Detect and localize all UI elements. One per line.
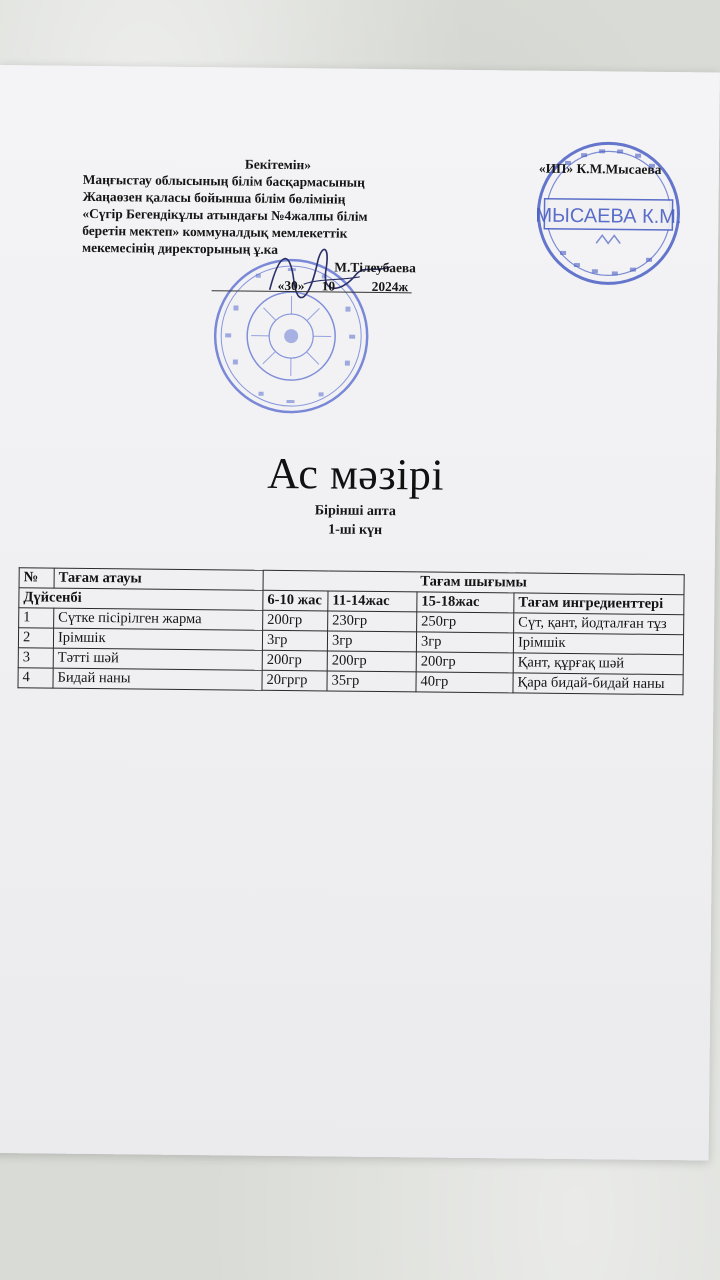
approval-line-1: Маңғыстау облысының білім басқармасының [82,171,365,190]
row-portion-15-18: 200гр [416,652,513,673]
row-number: 2 [18,628,53,648]
menu-table [17,567,684,695]
signer-row [82,256,432,277]
weekday-cell: Дүйсенбі [19,588,263,611]
date-year: 2024ж [371,278,409,295]
row-portion-6-10: 3гр [262,630,327,651]
header-output: Тағам шығымы [263,570,684,594]
approval-block [82,154,433,296]
row-dish: Тәтті шәй [53,648,262,670]
approval-line-2: Жаңаөзен қаласы бойынша білім бөлімінің [82,188,346,207]
ip-stamp-name: МЫСАЕВА К.М. [535,204,682,229]
age-col-6-10: 6-10 жас [263,590,328,611]
row-ingredients: Ірімшік [513,633,683,655]
row-number: 3 [18,648,53,668]
row-portion-15-18: 3гр [416,632,513,653]
day-label: 1-ші күн [328,522,383,539]
approval-date [82,275,432,296]
row-portion-6-10: 200гр [262,650,327,671]
date-month: 10 [321,278,336,294]
row-ingredients: Қант, құрғақ шәй [513,653,683,675]
approval-title: Бекітемін» [244,156,312,173]
row-ingredients: Сүт, қант, йодталған тұз [514,613,684,635]
approval-line-4: беретін мектеп» коммуналдық мемлекеттік [82,222,348,241]
row-portion-11-14: 200гр [327,651,416,672]
row-portion-15-18: 250гр [417,612,514,633]
age-col-15-18: 15-18жас [417,592,514,613]
document-title: Ас мәзірі [267,448,445,500]
row-number: 4 [18,668,53,688]
row-portion-6-10: 200гр [263,610,328,631]
row-dish: Ірімшік [53,628,262,650]
row-portion-15-18: 40гр [416,672,513,693]
row-portion-11-14: 35гр [327,671,416,692]
row-portion-6-10: 20гргр [262,670,327,691]
week-label: Бірінші апта [314,503,396,520]
approval-line-3: «Сүгір Бегендікұлы атындағы №4жалпы білім [82,205,368,224]
signer-name: М.Тілеубаева [334,259,416,276]
row-dish: Бидай наны [53,668,262,690]
header-number: № [19,568,54,588]
approval-line-5: мекемесінің директорының ұ.ка [82,239,279,257]
supplier-label: «ИП» К.М.Мысаева [538,160,662,177]
ingredients-header: Тағам ингредиенттері [514,593,684,615]
row-portion-11-14: 230гр [328,611,417,632]
row-portion-11-14: 3гр [327,631,416,652]
document-sheet [0,65,720,1160]
row-ingredients: Қара бидай-бидай наны [513,673,683,695]
row-dish: Сүтке пісірілген жарма [54,608,263,630]
age-col-11-14: 11-14жас [328,591,417,612]
header-dish-name: Тағам атауы [54,568,263,590]
row-number: 1 [19,608,54,628]
date-day: «30» [277,277,305,294]
